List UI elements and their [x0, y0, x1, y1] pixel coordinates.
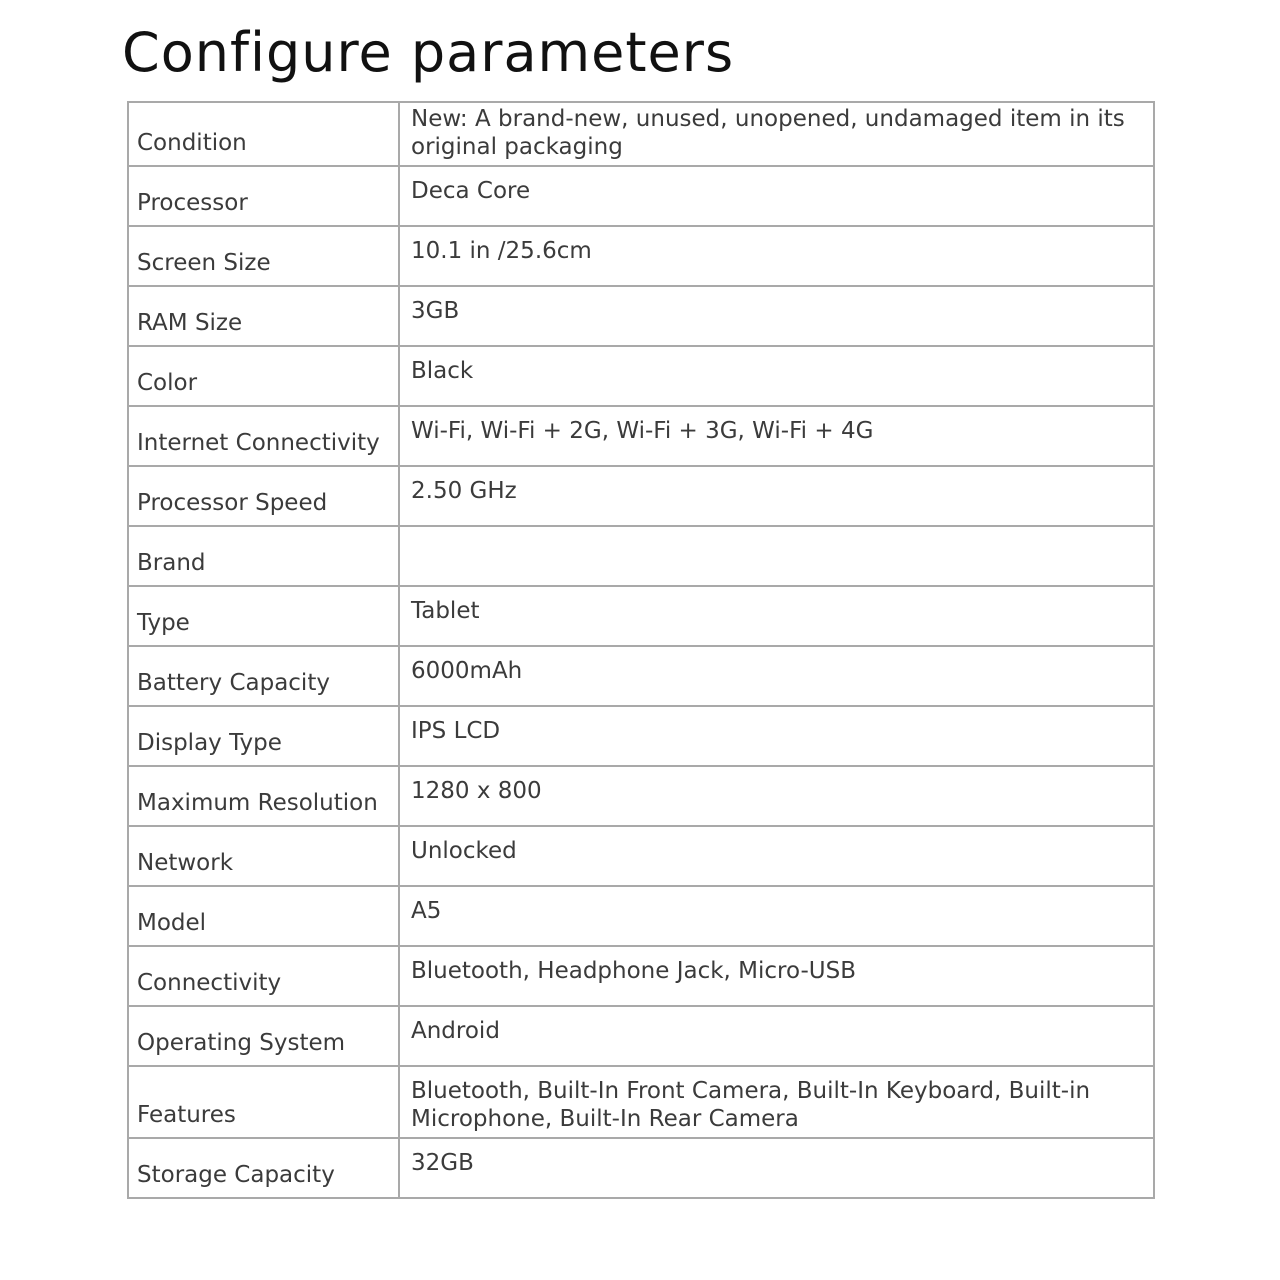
table-row: [128, 346, 1154, 406]
spec-value-model: A5: [399, 886, 1154, 946]
table-row: [128, 166, 1154, 226]
table-row: [128, 706, 1154, 766]
spec-value-processor-speed: 2.50 GHz: [399, 466, 1154, 526]
table-row: [128, 226, 1154, 286]
spec-label-storage-capacity: Storage Capacity: [128, 1138, 399, 1198]
table-row: [128, 1066, 1154, 1138]
spec-value-connectivity: Bluetooth, Headphone Jack, Micro-USB: [399, 946, 1154, 1006]
spec-value-internet-connectivity: Wi-Fi, Wi-Fi + 2G, Wi-Fi + 3G, Wi-Fi + 4G: [399, 406, 1154, 466]
table-row: [128, 1006, 1154, 1066]
spec-label-internet-connectivity: Internet Connectivity: [128, 406, 399, 466]
spec-value-storage-capacity: 32GB: [399, 1138, 1154, 1198]
spec-value-type: Tablet: [399, 586, 1154, 646]
spec-value-processor: Deca Core: [399, 166, 1154, 226]
table-row: [128, 1138, 1154, 1198]
spec-table: [127, 101, 1155, 1199]
table-row: [128, 766, 1154, 826]
spec-value-operating-system: Android: [399, 1006, 1154, 1066]
spec-label-type: Type: [128, 586, 399, 646]
spec-label-features: Features: [128, 1066, 399, 1138]
spec-value-screen-size: 10.1 in /25.6cm: [399, 226, 1154, 286]
table-row: [128, 826, 1154, 886]
table-row: [128, 102, 1154, 166]
spec-label-processor: Processor: [128, 166, 399, 226]
spec-label-screen-size: Screen Size: [128, 226, 399, 286]
spec-label-processor-speed: Processor Speed: [128, 466, 399, 526]
spec-label-maximum-resolution: Maximum Resolution: [128, 766, 399, 826]
table-row: [128, 646, 1154, 706]
spec-label-model: Model: [128, 886, 399, 946]
spec-label-battery-capacity: Battery Capacity: [128, 646, 399, 706]
spec-value-condition: New: A brand-new, unused, unopened, undamaged item in its original packaging: [399, 102, 1154, 166]
spec-label-condition: Condition: [128, 102, 399, 166]
spec-label-ram-size: RAM Size: [128, 286, 399, 346]
spec-label-display-type: Display Type: [128, 706, 399, 766]
table-row: [128, 946, 1154, 1006]
table-row: [128, 466, 1154, 526]
table-row: [128, 526, 1154, 586]
table-row: [128, 286, 1154, 346]
table-row: [128, 586, 1154, 646]
spec-value-display-type: IPS LCD: [399, 706, 1154, 766]
table-row: [128, 886, 1154, 946]
spec-value-brand: [399, 526, 1154, 586]
spec-value-ram-size: 3GB: [399, 286, 1154, 346]
spec-value-maximum-resolution: 1280 x 800: [399, 766, 1154, 826]
spec-value-color: Black: [399, 346, 1154, 406]
spec-label-brand: Brand: [128, 526, 399, 586]
spec-value-network: Unlocked: [399, 826, 1154, 886]
spec-value-features: Bluetooth, Built-In Front Camera, Built-In Keyboard, Built-in Microphone, Built-In Rear Camera: [399, 1066, 1154, 1138]
spec-label-color: Color: [128, 346, 399, 406]
spec-value-battery-capacity: 6000mAh: [399, 646, 1154, 706]
page-title: Configure parameters: [122, 21, 735, 84]
table-row: [128, 406, 1154, 466]
spec-label-connectivity: Connectivity: [128, 946, 399, 1006]
spec-label-operating-system: Operating System: [128, 1006, 399, 1066]
spec-label-network: Network: [128, 826, 399, 886]
